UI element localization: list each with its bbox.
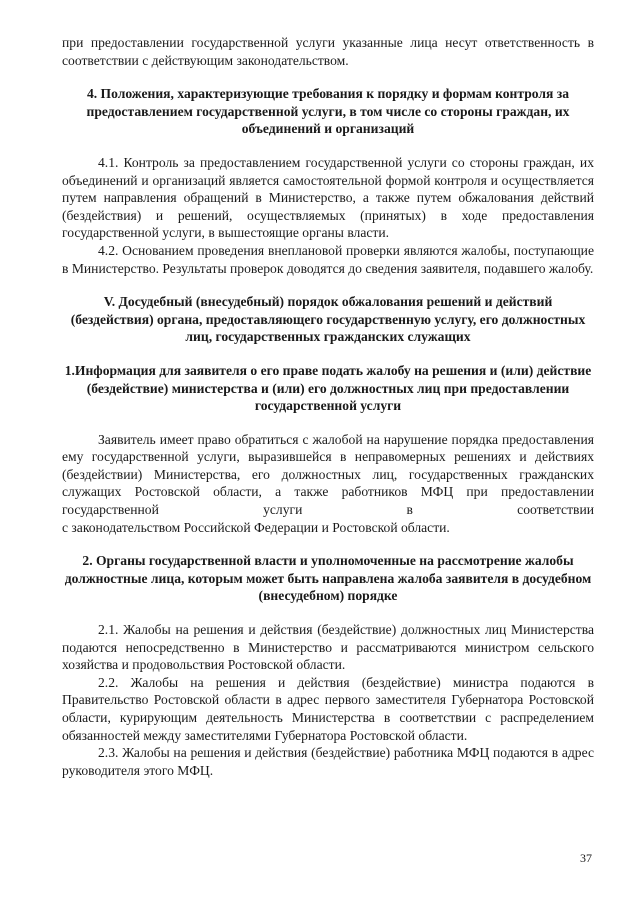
document-page [62,34,594,779]
paragraph-4-1: 4.1. Контроль за предоставлением государственной услуги со стороны граждан, их объединений и организаций является самостоятельной формой контроля и осуществляется путем направления обращений в Министерство, а также путем обжалования действий (бездействия) и решений, осуществляемых (принятых) в ходе предоставления государственной услуги, в вышестоящие органы власти. [62,154,594,241]
paragraph-4-2: 4.2. Основанием проведения внеплановой проверки являются жалобы, поступающие в Министерство. Результаты проверок доводятся до сведения заявителя, подавшего жалобу. [62,242,594,276]
paragraph-2-1: 2.1. Жалобы на решения и действия (бездействие) должностных лиц Министерства подаются непосредственно в Министерство и рассматриваются министром сельского хозяйства и продовольствия Ростовской области. [62,622,594,673]
paragraph-5-1-end: с законодательством Российской Федерации и Ростовской области. [62,519,450,535]
subsection-5-2-heading: 2. Органы государственной власти и уполномоченные на рассмотрение жалобы должностные лица, которым может быть направлена жалоба заявителя в досудебном (внесудебном) порядке [64,553,592,604]
paragraph-2-2: 2.2. Жалобы на решения и действия (бездействие) министра подаются в Правительство Ростовской области в адрес первого заместителя Губернатора Ростовской области, курирующим деятельность Министерства в соответствии с распределением обязанностей между заместителями Губернатора Ростовской области. [62,674,594,743]
paragraph-5-1: Заявитель имеет право обратиться с жалобой на нарушение порядка предоставления ему государственной услуги, выразившейся в неправомерных решениях и действиях (бездействии) Министерства, его должностных лиц, государственных гражданских служащих Ростовской области, а также работников МФЦ при предоставлении государственной услуги в соответствии [62,431,594,518]
section-4-heading: 4. Положения, характеризующие требования к порядку и формам контроля за предоставлением государственной услуги, в том числе со стороны граждан, их объединений и организаций [86,86,570,137]
section-5-heading: V. Досудебный (внесудебный) порядок обжалования решений и действий (бездействия) органа, предоставляющего государственную услугу, его должностных лиц, государственных гражданских служащих [70,294,586,345]
subsection-5-1-heading: 1.Информация для заявителя о его праве подать жалобу на решения и (или) действие (бездействие) министерства и (или) его должностных лиц при предоставлении государственной услуги [64,362,592,414]
page-number: 37 [580,851,592,865]
paragraph-continuation: при предоставлении государственной услуги указанные лица несут ответственность в соответствии с действующим законодательством. [62,35,594,68]
paragraph-2-3: 2.3. Жалобы на решения и действия (бездействие) работника МФЦ подаются в адрес руководителя этого МФЦ. [62,745,594,778]
